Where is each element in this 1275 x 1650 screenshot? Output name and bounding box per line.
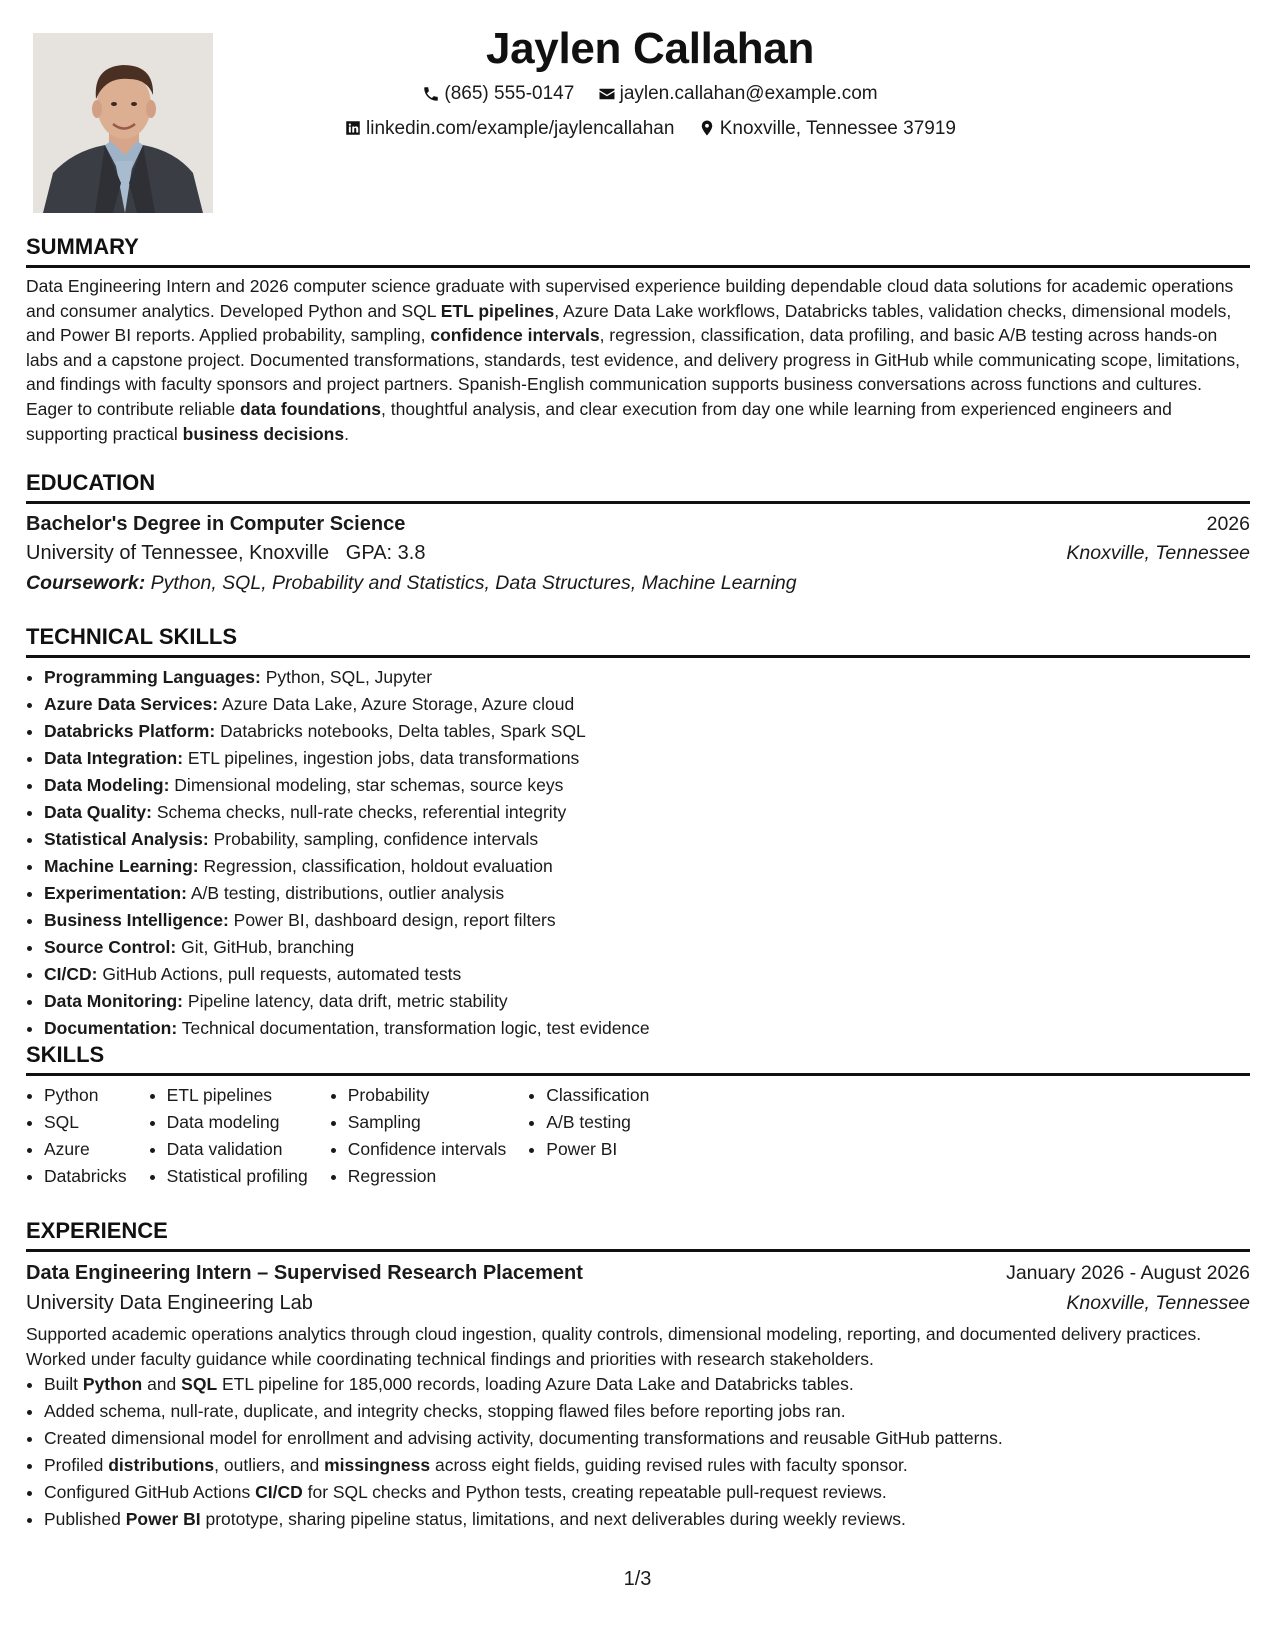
skills-column [26, 1082, 127, 1190]
skills-column [528, 1082, 649, 1190]
summary-section [26, 232, 1250, 446]
list-item: • SQL [44, 1109, 127, 1136]
email-contact[interactable] [598, 78, 878, 109]
list-item: • Data Monitoring: Pipeline latency, data drift, metric stability [44, 988, 1250, 1015]
school-name: University of Tennessee, Knoxville [26, 542, 330, 564]
list-item: • Data Quality: Schema checks, null-rate checks, referential integrity [44, 799, 1250, 826]
resume-header [250, 20, 1050, 147]
phone-contact [422, 78, 574, 109]
list-item: • Databricks [44, 1163, 127, 1190]
envelope-icon [598, 85, 616, 103]
list-item: • Azure Data Services: Azure Data Lake, Azure Storage, Azure cloud [44, 691, 1250, 718]
section-title: EXPERIENCE [26, 1216, 1250, 1252]
gpa: GPA: 3.8 [345, 542, 426, 564]
list-item: • Created dimensional model for enrollment and advising activity, documenting transformations and reusable GitHub patterns. [44, 1425, 1250, 1452]
list-item: • Azure [44, 1136, 127, 1163]
list-item: • Probability [348, 1082, 507, 1109]
experience-bullets [26, 1371, 1250, 1533]
linkedin-url[interactable]: linkedin.com/example/jaylencallahan [366, 117, 675, 139]
list-item: • Power BI [546, 1136, 649, 1163]
school-info [26, 539, 425, 568]
list-item: • Data validation [167, 1136, 308, 1163]
section-title: TECHNICAL SKILLS [26, 622, 1250, 658]
role-row [26, 1258, 1250, 1288]
list-item: • Configured GitHub Actions CI/CD for SQL checks and Python tests, creating repeatable pull-request reviews. [44, 1479, 1250, 1506]
organization: University Data Engineering Lab [26, 1292, 313, 1314]
technical-skills-section [26, 622, 1250, 1042]
linkedin-contact[interactable] [344, 113, 674, 144]
degree-row [26, 510, 1250, 539]
experience-intro: Supported academic operations analytics through cloud ingestion, quality controls, dimensional modeling, reporting, and documented delivery practices. Worked under faculty guidance while coordinating technical findings and priorities with research stakeholders. [26, 1324, 1202, 1369]
map-pin-icon [698, 119, 716, 137]
list-item: • Added schema, null-rate, duplicate, and integrity checks, stopping flawed files before reporting jobs ran. [44, 1398, 1250, 1425]
list-item: • Python [44, 1082, 127, 1109]
page-number: 1/3 [623, 1568, 652, 1590]
list-item: • Experimentation: A/B testing, distributions, outlier analysis [44, 880, 1250, 907]
list-item: • A/B testing [546, 1109, 649, 1136]
contact-line-2 [250, 113, 1050, 148]
profile-photo [33, 33, 213, 213]
list-item: • Profiled distributions, outliers, and missingness across eight fields, guiding revised rules with faculty sponsor. [44, 1452, 1250, 1479]
coursework [26, 568, 1250, 598]
candidate-name: Jaylen Callahan [485, 24, 815, 73]
list-item: • Programming Languages: Python, SQL, Jupyter [44, 664, 1250, 691]
summary-text: Data Engineering Intern and 2026 computer science graduate with supervised experience building dependable cloud data solutions for academic operations and consumer analytics. Developed Python and SQL ETL pipelines, Azure Data Lake workflows, Databricks tables, validation checks, dimensional models, and Power BI reports. Applied probability, sampling, confidence intervals, regression, classification, data profiling, and basic A/B testing across hands-on labs and a capstone project. Documented transformations, standards, test evidence, and delivery progress in GitHub while communicating scope, limitations, and findings with faculty sponsors and project partners. Spanish-English communication supports business conversations across functions and cultures. Eager to contribute reliable data foundations, thoughtful analysis, and clear execution from day one while learning from experienced engineers and supporting practical business decisions. [26, 276, 1240, 444]
list-item: • CI/CD: GitHub Actions, pull requests, automated tests [44, 961, 1250, 988]
list-item: • Published Power BI prototype, sharing pipeline status, limitations, and next deliverables during weekly reviews. [44, 1506, 1250, 1533]
school-row [26, 539, 1250, 568]
org-row [26, 1288, 1250, 1318]
email-address[interactable]: jaylen.callahan@example.com [619, 83, 878, 104]
list-item: • Classification [546, 1082, 649, 1109]
linkedin-icon [344, 119, 362, 137]
list-item: • Confidence intervals [348, 1136, 507, 1163]
location-text: Knoxville, Tennessee 37919 [719, 117, 956, 139]
list-item: • ETL pipelines [167, 1082, 308, 1109]
contact-line-1 [250, 78, 1050, 113]
section-title: SUMMARY [26, 232, 1250, 268]
list-item: • Data Modeling: Dimensional modeling, star schemas, source keys [44, 772, 1250, 799]
list-item: • Built Python and SQL ETL pipeline for 185,000 records, loading Azure Data Lake and Databricks tables. [44, 1371, 1250, 1398]
list-item: • Data modeling [167, 1109, 308, 1136]
section-title: SKILLS [26, 1040, 1250, 1076]
list-item: • Source Control: Git, GitHub, branching [44, 934, 1250, 961]
list-item: • Sampling [348, 1109, 507, 1136]
coursework-list: Python, SQL, Probability and Statistics, Data Structures, Machine Learning [150, 572, 797, 594]
school-location: Knoxville, Tennessee [1066, 542, 1250, 564]
experience-section [26, 1216, 1250, 1533]
phone-number: (865) 555-0147 [444, 83, 575, 104]
education-section [26, 468, 1250, 598]
skills-section [26, 1040, 1250, 1190]
skills-column [330, 1082, 507, 1190]
list-item: • Data Integration: ETL pipelines, ingestion jobs, data transformations [44, 745, 1250, 772]
list-item: • Business Intelligence: Power BI, dashboard design, report filters [44, 907, 1250, 934]
phone-icon [422, 85, 440, 103]
section-title: EDUCATION [26, 468, 1250, 504]
location-contact [698, 113, 956, 144]
list-item: • Databricks Platform: Databricks notebooks, Delta tables, Spark SQL [44, 718, 1250, 745]
graduation-year: 2026 [1206, 513, 1250, 535]
skills-column [149, 1082, 308, 1190]
coursework-label: Coursework: [26, 572, 146, 594]
list-item: • Regression [348, 1163, 507, 1190]
technical-skills-list [26, 664, 1250, 1042]
list-item: • Statistical profiling [167, 1163, 308, 1190]
skills-grid [26, 1082, 1250, 1190]
list-item: • Documentation: Technical documentation, transformation logic, test evidence [44, 1015, 1250, 1042]
list-item: • Machine Learning: Regression, classification, holdout evaluation [44, 853, 1250, 880]
degree-name: Bachelor's Degree in Computer Science [26, 513, 406, 535]
job-title: Data Engineering Intern – Supervised Research Placement [26, 1262, 583, 1284]
job-location: Knoxville, Tennessee [1066, 1292, 1250, 1314]
list-item: • Statistical Analysis: Probability, sampling, confidence intervals [44, 826, 1250, 853]
job-dates: January 2026 - August 2026 [1006, 1262, 1250, 1284]
